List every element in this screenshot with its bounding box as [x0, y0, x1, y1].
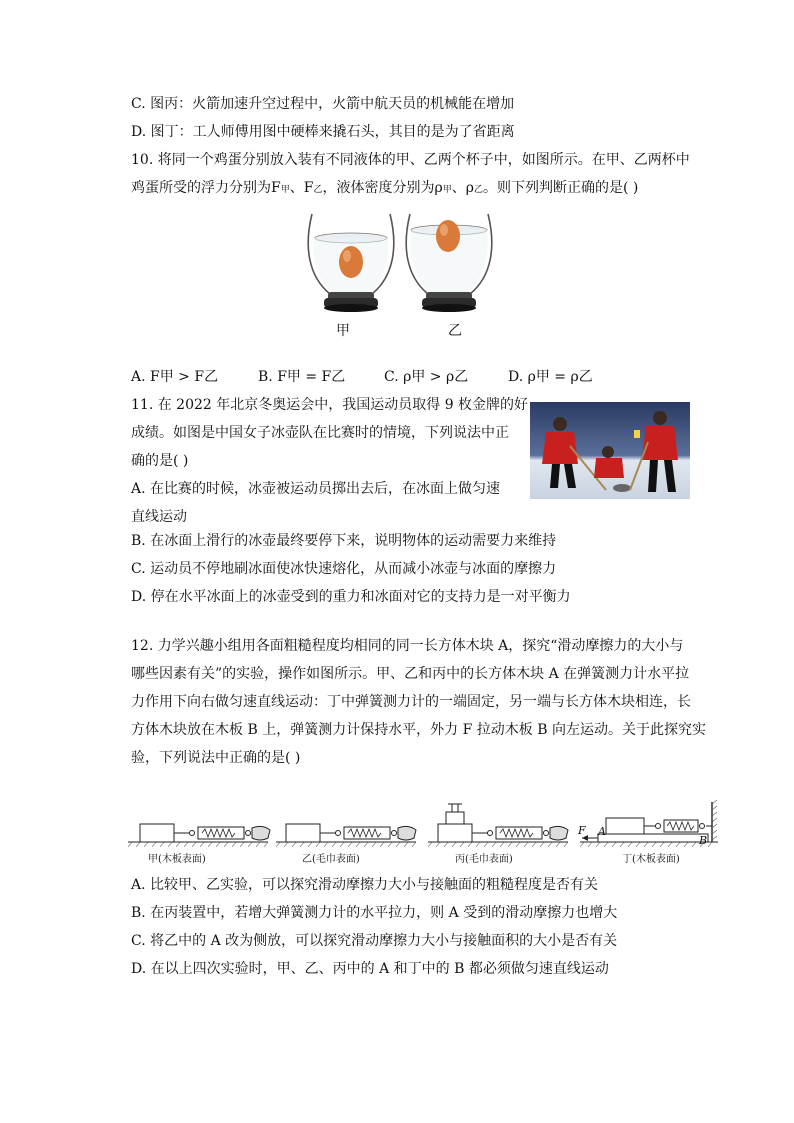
q9-option-d: D. 图丁：工人师傅用图中硬棒来撬石头，其目的是为了省距离 [131, 124, 515, 140]
setup-yi [286, 824, 416, 842]
q11-option-b: B. 在冰面上滑行的冰壶最终要停下来，说明物体的运动需要力来维持 [131, 533, 557, 549]
q11-option-d: D. 停在水平冰面上的冰壶受到的重力和冰面对它的支持力是一对平衡力 [131, 589, 571, 605]
q10-option-a: A. F甲 > F乙 [131, 369, 219, 385]
q11-stem-line1: 11. 在 2022 年北京冬奥运会中，我国运动员取得 9 枚金牌的好 [131, 397, 529, 413]
fig-label-jia: 甲 [336, 323, 350, 339]
q11-option-a-line1: A. 在比赛的时候，冰壶被运动员掷出去后，在冰面上做匀速 [131, 481, 501, 497]
q11-option-a-line2: 直线运动 [131, 509, 187, 525]
q9-option-c: C. 图丙：火箭加速升空过程中，火箭中航天员的机械能在增加 [131, 96, 515, 112]
q12-option-b: B. 在丙装置中，若增大弹簧测力计的水平拉力，则 A 受到的滑动摩擦力也增大 [131, 905, 618, 921]
diagram-caption-bing: 丙(毛巾表面) [455, 854, 513, 865]
q12-stem-line4: 方体木块放在木板 B 上，弹簧测力计保持水平，外力 F 拉动木板 B 向左运动。关于此探究实 [131, 722, 706, 738]
diagram-label-b: B [699, 834, 708, 847]
q10-option-d: D. ρ甲 = ρ乙 [508, 369, 593, 385]
setup-bing [438, 804, 568, 842]
q12-stem-line2: 哪些因素有关”的实验，操作如图所示。甲、乙和丙中的长方体木块 A 在弹簧测力计水平拉 [131, 666, 690, 682]
q12-option-c: C. 将乙中的 A 改为侧放，可以探究滑动摩擦力大小与接触面积的大小是否有关 [131, 933, 618, 949]
diagram-label-f: F [578, 824, 586, 837]
q12-stem-line3: 力作用下向右做匀速直线运动：丁中弹簧测力计的一端固定，另一端与长方体木块相连，长 [131, 694, 691, 710]
q12-option-d: D. 在以上四次实验时，甲、乙、丙中的 A 和丁中的 B 都必须做匀速直线运动 [131, 961, 609, 977]
glass-right [406, 214, 492, 312]
fig-label-yi: 乙 [448, 323, 462, 339]
q10-stem-line2: 鸡蛋所受的浮力分别为F甲、F乙，液体密度分别为ρ甲、ρ乙。则下列判断正确的是( ) [131, 180, 639, 196]
q10-option-b: B. F甲 = F乙 [258, 369, 346, 385]
diagram-caption-yi: 乙(毛巾表面) [302, 854, 360, 865]
q10-option-c: C. ρ甲 > ρ乙 [384, 369, 469, 385]
q12-option-a: A. 比较甲、乙实验，可以探究滑动摩擦力大小与接触面的粗糙程度是否有关 [131, 877, 599, 893]
q11-option-c: C. 运动员不停地刷冰面使冰快速熔化，从而减小冰壶与冰面的摩擦力 [131, 561, 557, 577]
glass-left [308, 214, 394, 312]
q12-stem-line1: 12. 力学兴趣小组用各面粗糙程度均相同的同一长方体木块 A，探究“滑动摩擦力的大小与 [131, 638, 684, 654]
setup-jia [140, 824, 270, 842]
curling-photo [530, 402, 690, 499]
diagram-caption-jia: 甲(木板表面) [148, 854, 206, 865]
q11-stem-line2: 成绩。如图是中国女子冰壶队在比赛时的情境，下列说法中正 [131, 425, 509, 441]
diagram-label-a: A [598, 825, 606, 838]
q10-stem-line1: 10. 将同一个鸡蛋分别放入装有不同液体的甲、乙两个杯子中，如图所示。在甲、乙两杯中 [131, 152, 690, 168]
egg-glasses-figure [300, 206, 500, 318]
q11-stem-line3: 确的是( ) [131, 453, 189, 469]
friction-experiment-diagram [128, 794, 724, 854]
diagram-caption-ding: 丁(木板表面) [622, 854, 680, 865]
q12-stem-line5: 验，下列说法中正确的是( ) [131, 750, 301, 766]
